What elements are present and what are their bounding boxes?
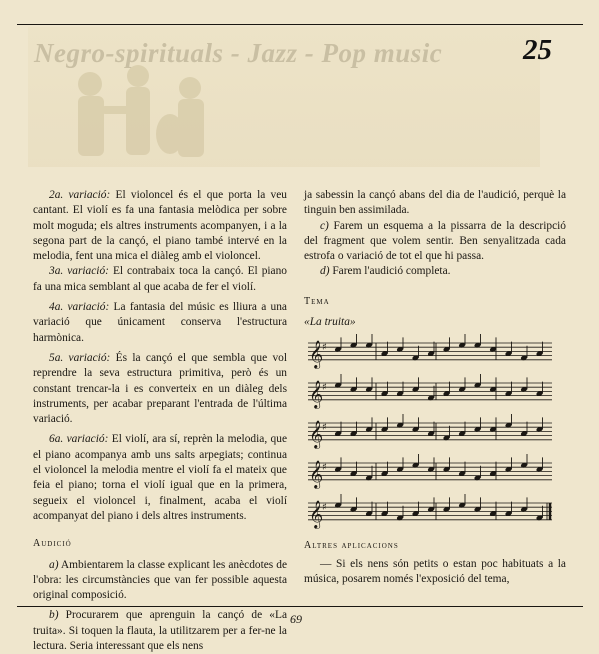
variation-text: El contrabaix toca la cançó. El piano fa una mica semblant al que acaba de fer el violí.: [33, 265, 287, 293]
variation-label: 4a. variació:: [49, 301, 110, 314]
music-staff-2: [306, 374, 556, 410]
item-text: Ambientarem la classe explicant les anècdotes de l'obra: les circumstàncies que van fer possible aquesta original composició.: [33, 558, 287, 602]
variation-label: 6a. variació:: [49, 433, 109, 446]
svg-text:♯: ♯: [322, 342, 327, 354]
item-label: a): [49, 558, 59, 571]
svg-text:𝄞: 𝄞: [309, 340, 324, 369]
heading-altres-aplicacions: Altres aplicacions: [304, 540, 399, 552]
item-label: d): [320, 265, 330, 278]
variation-text: La fantasia del músic es lliura a una variació que únicament conserva l'estructura harmònica.: [33, 301, 287, 344]
item-label: b): [49, 609, 59, 622]
footer-page-number: 69: [290, 612, 302, 626]
paragraph-c: [304, 219, 566, 265]
variation-label: 2a. variació:: [49, 189, 111, 201]
heading-audicio: Audició: [33, 538, 72, 550]
variation-text: El violoncel és el que porta la veu cantant. El violí es fa una fantasia melòdica per sobre molt moguda; els altres instruments acompanyen, i a la segona part de la cançó, el piano també intervé en la melodia, fent una mica el diàleg amb el violoncel.: [33, 189, 287, 263]
variation-label: 5a. variació:: [49, 351, 111, 364]
section-title: Negro-spirituals - Jazz - Pop music: [34, 38, 443, 68]
paragraph-variation-6: [33, 432, 287, 524]
paragraph-b: [33, 608, 287, 654]
item-text: Farem l'audició completa.: [329, 265, 451, 278]
top-rule: [17, 24, 583, 25]
paragraph-altres: — Si els nens són petits o estan poc habituats a la música, posarem només l'exposició del tema,: [304, 557, 566, 585]
chapter-number: 25: [523, 34, 552, 66]
svg-text:♯: ♯: [322, 382, 327, 394]
item-text: Procurarem que aprenguin la cançó de «La truita». Si toquen la flauta, la utilitzarem per a fer-ne la lectura. Seria interessant que els nens: [33, 609, 287, 653]
paragraph-variation-2: [33, 188, 287, 264]
variation-text: El violí, ara sí, reprèn la melodia, que el piano acompanya amb uns salts arpegiats; continua el violoncel la melodia mentre el violí fa el mateix que feia el piano; torna el violí igual que en la primera, segueix el violoncel i, finalment, acaba el violí acompanyat del piano i dels altres instruments.: [33, 433, 288, 522]
music-staff-1: [306, 334, 556, 370]
music-staff-5: [306, 494, 556, 530]
svg-text:𝄞: 𝄞: [309, 500, 324, 529]
left-column: [33, 188, 287, 654]
paragraph-variation-3: [33, 264, 287, 295]
variation-label: 3a. variació:: [49, 265, 109, 278]
paragraph-continuation: ja sabessin la cançó abans del dia de l'audició, perquè la tinguin ben assimilada.: [304, 189, 566, 217]
svg-text:♯: ♯: [322, 462, 327, 474]
paragraph-d: [304, 264, 566, 279]
svg-text:𝄞: 𝄞: [309, 420, 324, 449]
paragraph-variation-5: [33, 351, 287, 427]
svg-text:𝄞: 𝄞: [309, 460, 324, 489]
tema-title: «La truita»: [304, 316, 356, 329]
bottom-rule: [17, 606, 583, 607]
svg-text:♯: ♯: [322, 502, 327, 514]
item-label: c): [320, 219, 329, 232]
music-staff-3: [306, 414, 556, 450]
heading-tema: Tema: [304, 295, 330, 307]
right-column: [304, 188, 566, 587]
paragraph-variation-4: [33, 300, 287, 346]
music-score: [304, 334, 566, 530]
svg-text:♯: ♯: [322, 422, 327, 434]
variation-text: És la cançó el que sembla que vol reprendre la seva estructura primitiva, però és un constant trencar-la i es converteix en un diàleg dels instruments, per acabar preparant l'entrada de l'última variació.: [33, 351, 288, 426]
item-text: Farem un esquema a la pissarra de la descripció del fragment que volem sentir. Ben senyalitzada cada estrofa o variació de tot el que hi passa.: [304, 219, 566, 263]
svg-text:𝄞: 𝄞: [309, 380, 324, 409]
music-staff-4: [306, 454, 556, 490]
paragraph-a: [33, 558, 287, 604]
